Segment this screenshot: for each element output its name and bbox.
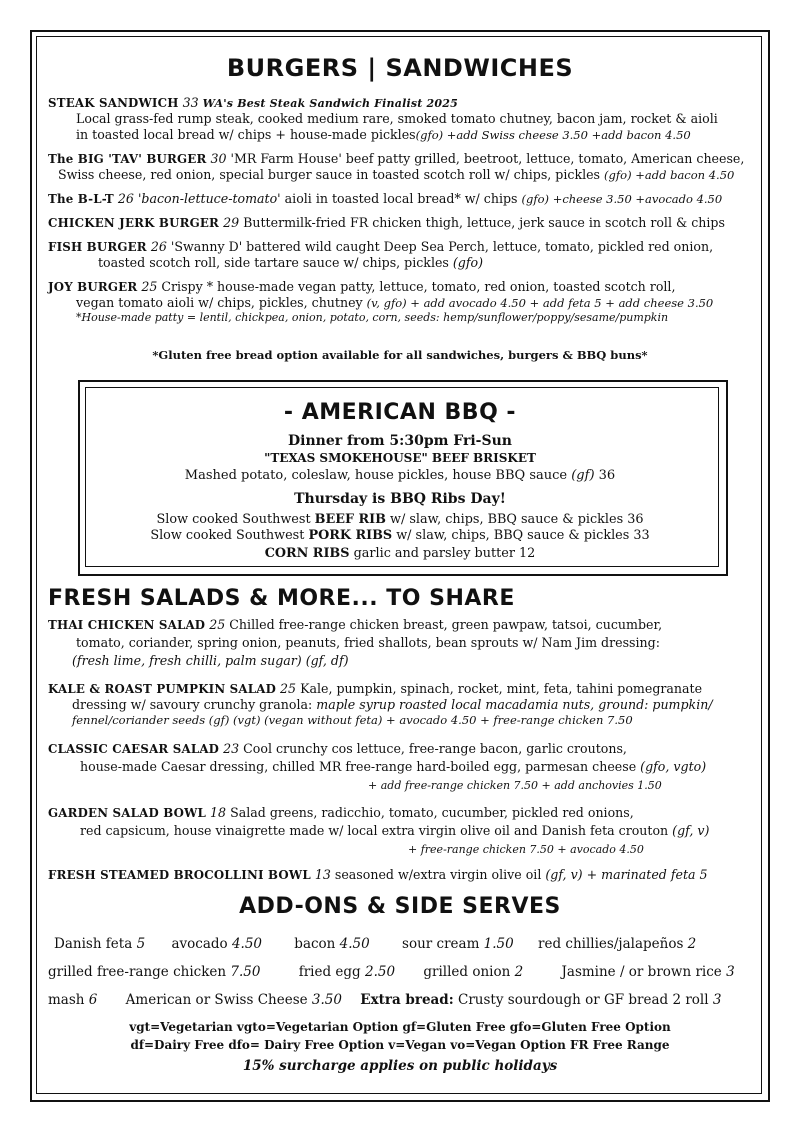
desc-text: Slow cooked Southwest [150, 528, 309, 543]
desc-options: (v, gfo) + add avocado 4.50 + add feta 5 + add cheese 3.50 [366, 296, 714, 310]
desc-text: vegan tomato aioli w/ chips, pickles, chutney [76, 295, 367, 310]
item-price: 26 [117, 191, 134, 206]
holiday-surcharge-note: 15% surcharge applies on public holidays [242, 1058, 558, 1074]
item-desc: seasoned w/extra virgin olive oil [330, 867, 546, 882]
addon-item: mash 6 [48, 992, 98, 1008]
item-price: 23 [223, 741, 240, 756]
desc-options: (gfo) +cheese 3.50 +avocado 4.50 [521, 192, 723, 206]
menu-item-classic-caesar-salad [48, 740, 627, 758]
item-desc: Salad greens, radicchio, tomato, cucumber, pickled red onions, [230, 805, 634, 820]
patty-note: *House-made patty = lentil, chickpea, onion, potato, corn, seeds: hemp/sunflower/poppy/sesame/pumpkin [76, 311, 669, 324]
item-desc: 'bacon-lettuce-tomato' [137, 191, 281, 206]
item-name: CORN RIBS [264, 546, 350, 561]
award-note: WA's Best Steak Sandwich Finalist 2025 [202, 97, 458, 110]
item-desc: Crispy * house-made vegan patty, lettuce, tomato, red onion, toasted scotch roll, [161, 279, 676, 294]
desc-options: (gfo) +add Swiss cheese 3.50 +add bacon 4.50 [415, 128, 691, 142]
salads-title: FRESH SALADS & MORE... TO SHARE [48, 586, 515, 611]
addon-item: grilled onion 2 [423, 964, 524, 980]
desc-options: (gfo, vgto) [640, 759, 707, 774]
menu-item-blt [48, 190, 722, 208]
menu-item-garden-salad-bowl [48, 804, 634, 822]
item-desc [80, 822, 709, 839]
bbq-corn-ribs [0, 545, 800, 562]
item-desc: Buttermilk-fried FR chicken thigh, lettuce, jerk sauce in scotch roll & chips [243, 215, 725, 230]
desc-text: toasted scotch roll, side tartare sauce w/ chips, pickles [98, 255, 453, 270]
menu-item-brocollini-bowl [48, 866, 708, 884]
item-desc: Local grass-fed rump steak, cooked medium rare, smoked tomato chutney, bacon jam, rocket & aioli [76, 111, 718, 126]
menu-item-thai-chicken-salad [48, 616, 662, 634]
item-desc [76, 294, 713, 312]
item-desc: aioli in toasted local bread* w/ chips [280, 191, 522, 206]
item-desc: Kale, pumpkin, spinach, rocket, mint, feta, tahini pomegranate [300, 681, 703, 696]
extra-bread-label: Extra bread: [360, 992, 454, 1008]
desc-options: maple syrup roasted local macadamia nuts, ground: pumpkin/ [316, 697, 713, 712]
desc-options: (gfo) [452, 255, 484, 270]
item-desc: Chilled free-range chicken breast, green pawpaw, tatsoi, cucumber, [229, 617, 663, 632]
desc-text: garlic and parsley butter 12 [349, 546, 536, 561]
addon-item: fried egg 2.50 [298, 964, 396, 980]
desc-text: w/ slaw, chips, BBQ sauce & pickles 33 [392, 528, 650, 543]
item-name: KALE & ROAST PUMPKIN SALAD [48, 682, 277, 696]
item-name: FISH BURGER [48, 240, 147, 254]
item-desc: 'Swanny D' battered wild caught Deep Sea Perch, lettuce, tomato, pickled red onion, [170, 239, 714, 254]
item-price: 18 [210, 805, 227, 820]
desc-options: (gf) [571, 468, 595, 483]
desc-text: Swiss cheese, red onion, special burger sauce in toasted scotch roll w/ chips, pickles [58, 167, 601, 182]
bbq-ribs-day: Thursday is BBQ Ribs Day! [294, 491, 506, 507]
burgers-title: BURGERS | SANDWICHES [226, 54, 574, 82]
item-price: 36 [598, 468, 616, 483]
addon-item: grilled free-range chicken 7.50 [48, 964, 261, 980]
addon-item: American or Swiss Cheese 3.50 [125, 992, 342, 1008]
item-price: 29 [223, 215, 240, 230]
item-desc: (fresh lime, fresh chilli, palm sugar) (gf, df) [72, 653, 349, 668]
addons-title: ADD-ONS & SIDE SERVES [239, 894, 561, 919]
desc-text: red capsicum, house vinaigrette made w/ local extra virgin olive oil and Danish feta crouton [80, 823, 673, 838]
item-desc: fennel/coriander seeds (gf) (vgt) (vegan without feta) + avocado 4.50 + free-range chicken 7.50 [72, 713, 633, 727]
gluten-free-note: *Gluten free bread option available for all sandwiches, burgers & BBQ buns* [152, 348, 648, 362]
item-price: 33 [182, 95, 199, 110]
bbq-beef-rib [0, 511, 800, 528]
item-name: CLASSIC CAESAR SALAD [48, 742, 220, 756]
item-desc: 'MR Farm House' beef patty grilled, beetroot, lettuce, tomato, American cheese, [230, 151, 745, 166]
desc-options: (gf, v) [672, 823, 710, 838]
item-name: CHICKEN JERK BURGER [48, 216, 220, 230]
extra-bread-desc: Crusty sourdough or GF bread 2 roll [453, 992, 713, 1008]
item-name: THAI CHICKEN SALAD [48, 618, 206, 632]
desc-text: in toasted local bread w/ chips + house-made pickles [76, 127, 416, 142]
desc-text: Slow cooked Southwest [156, 512, 315, 527]
desc-text: w/ slaw, chips, BBQ sauce & pickles 36 [385, 512, 644, 527]
item-price: 25 [209, 617, 226, 632]
desc-options: (gfo) +add bacon 4.50 [604, 168, 735, 182]
item-name: GARDEN SALAD BOWL [48, 806, 207, 820]
dietary-legend-2: df=Dairy Free dfo= Dairy Free Option v=Vegan vo=Vegan Option FR Free Range [130, 1038, 670, 1052]
item-price: 3 [712, 992, 722, 1008]
addon-item: sour cream 1.50 [402, 936, 514, 952]
addon-item: Jasmine / or brown rice 3 [561, 964, 735, 980]
addon-item: Danish feta 5 [54, 936, 146, 952]
item-desc [76, 126, 691, 144]
item-desc [80, 758, 706, 775]
item-name: FRESH STEAMED BROCOLLINI BOWL [48, 868, 311, 882]
item-price: 26 [150, 239, 167, 254]
item-desc: Cool crunchy cos lettuce, free-range bacon, garlic croutons, [243, 741, 627, 756]
item-price: 30 [210, 151, 227, 166]
item-desc [72, 696, 713, 713]
item-name: PORK RIBS [308, 528, 393, 543]
desc-text: house-made Caesar dressing, chilled MR free-range hard-boiled egg, parmesan cheese [80, 759, 641, 774]
item-price: 13 [314, 867, 331, 882]
menu-item-chicken-jerk-burger [48, 214, 725, 232]
item-name: The BIG 'TAV' BURGER [48, 152, 207, 166]
bbq-brisket-name: "TEXAS SMOKEHOUSE" BEEF BRISKET [264, 451, 536, 465]
bbq-brisket-desc [0, 467, 800, 484]
addon-item: bacon 4.50 [294, 936, 370, 952]
item-name: BEEF RIB [314, 512, 386, 527]
addon-item: red chillies/jalapeños 2 [538, 936, 697, 952]
item-addons: + add free-range chicken 7.50 + add anchovies 1.50 [368, 779, 662, 792]
item-desc [58, 166, 734, 184]
desc-text: Mashed potato, coleslaw, house pickles, house BBQ sauce [184, 468, 572, 483]
item-name: The B-L-T [48, 192, 114, 206]
item-addons: + free-range chicken 7.50 + avocado 4.50 [408, 843, 644, 856]
addon-item: avocado 4.50 [171, 936, 262, 952]
bbq-title: - AMERICAN BBQ - [283, 400, 517, 425]
desc-text: dressing w/ savoury crunchy granola: [72, 697, 317, 712]
bbq-dinner-times: Dinner from 5:30pm Fri-Sun [288, 433, 512, 449]
item-name: JOY BURGER [48, 280, 138, 294]
dietary-legend-1: vgt=Vegetarian vgto=Vegetarian Option gf=Gluten Free gfo=Gluten Free Option [129, 1020, 671, 1034]
desc-options: (gf, v) + marinated feta 5 [545, 867, 708, 882]
bbq-pork-ribs [0, 527, 800, 544]
addons-row-3 [48, 992, 721, 1008]
item-name: STEAK SANDWICH [48, 96, 179, 110]
item-desc [98, 254, 483, 271]
item-price: 25 [141, 279, 158, 294]
addons-row-1 [54, 936, 696, 952]
item-desc: tomato, coriander, spring onion, peanuts, fried shallots, bean sprouts w/ Nam Jim dressing: [76, 635, 660, 650]
item-price: 25 [280, 681, 297, 696]
addons-row-2 [48, 964, 735, 980]
